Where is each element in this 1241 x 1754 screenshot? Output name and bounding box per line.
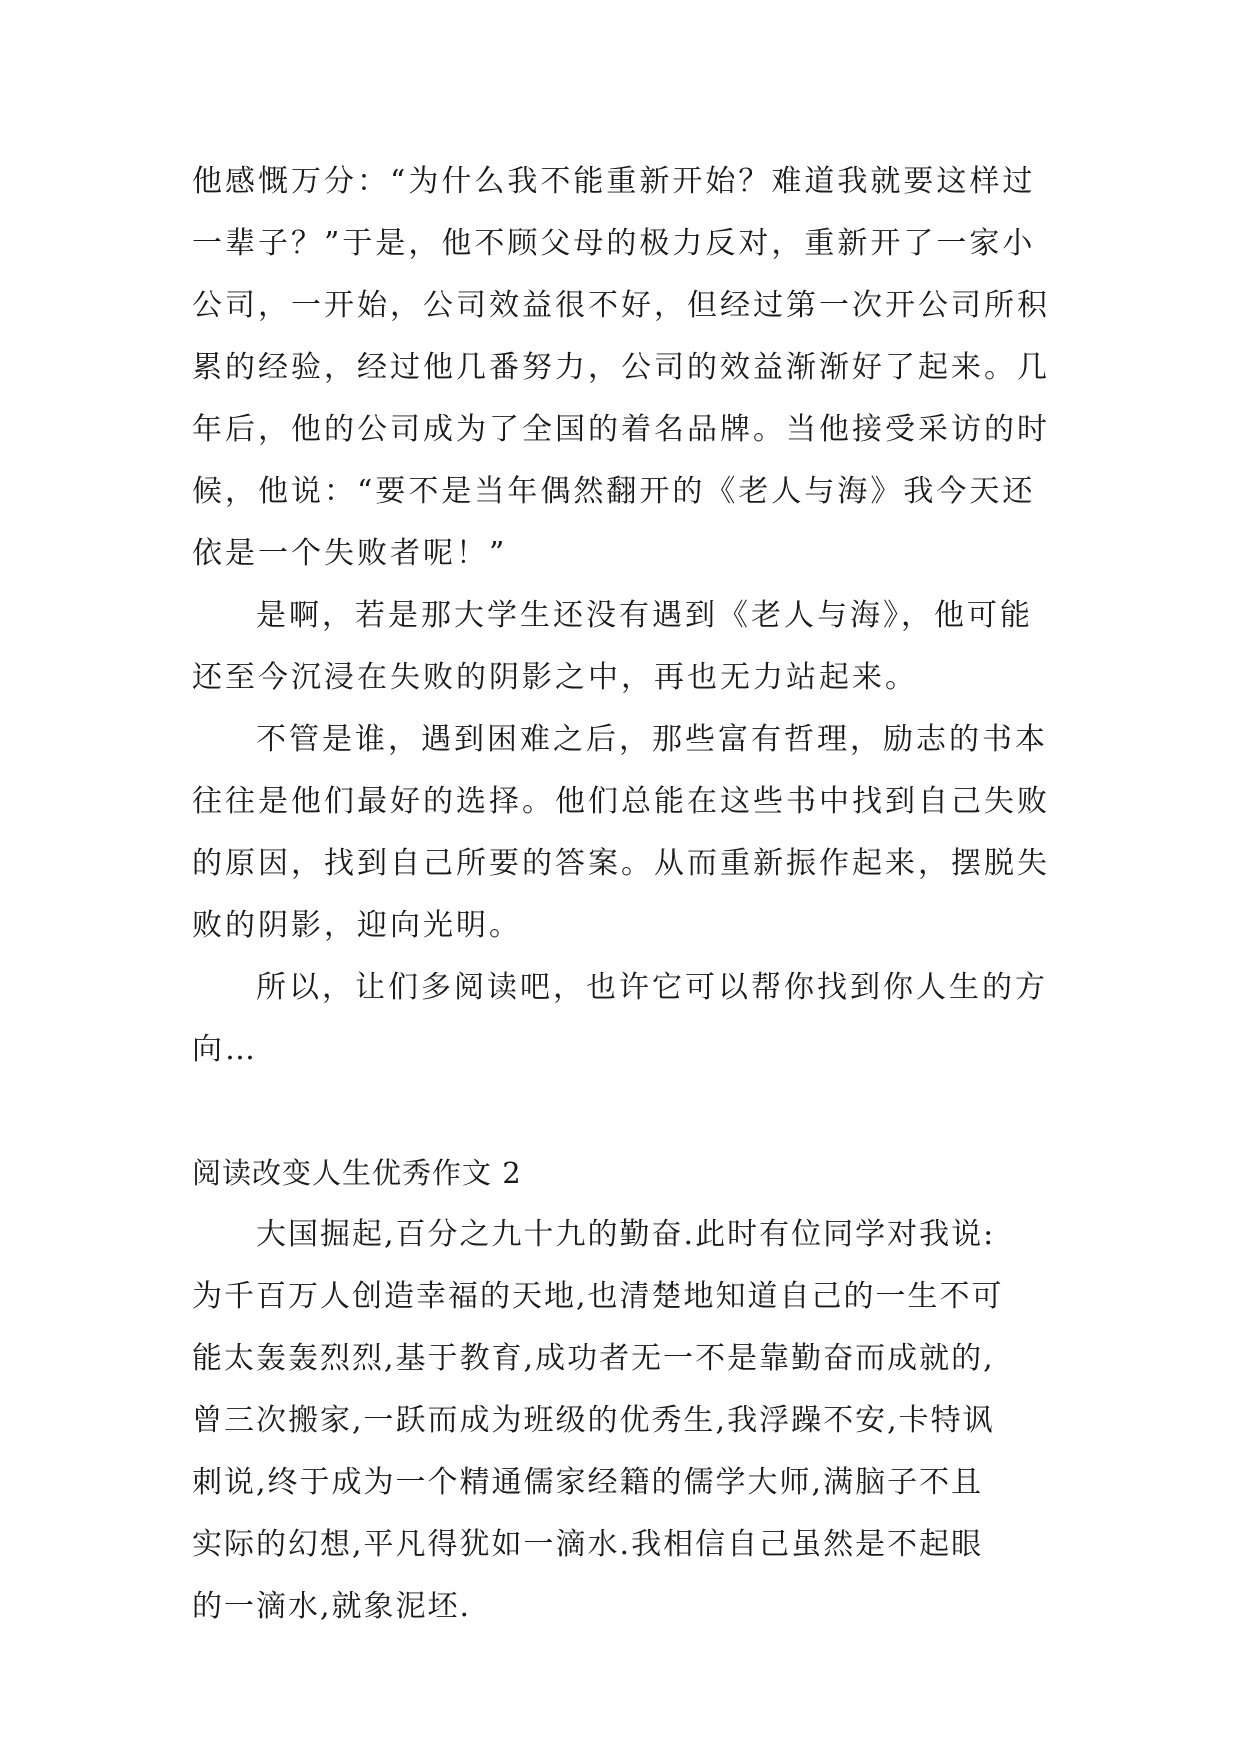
text-line: 实际的幻想,平凡得犹如一滴水.我相信自己虽然是不起眼 (192, 1527, 984, 1562)
text-line: 公司，一开始，公司效益很不好，但经过第一次开公司所积 (192, 288, 1050, 323)
text-line: 候，他说：“要不是当年偶然翻开的《老人与海》我今天还 (192, 474, 1036, 509)
text-line: 的原因，找到自己所要的答案。从而重新振作起来，摆脱失 (192, 846, 1050, 881)
text-line: 是啊，若是那大学生还没有遇到《老人与海》，他可能 (256, 598, 1033, 633)
section-heading (192, 1142, 1062, 1204)
text-line: 大国掘起,百分之九十九的勤奋.此时有位同学对我说: (256, 1217, 996, 1252)
text-line: 能太轰轰烈烈,基于教育,成功者无一不是靠勤奋而成就的, (192, 1341, 995, 1376)
paragraph-c (192, 709, 1062, 957)
essay-paragraph (192, 1204, 1062, 1638)
text-line: 刺说,终于成为一个精通儒家经籍的儒学大师,满脑子不且 (192, 1465, 984, 1500)
text-line: 为千百万人创造幸福的天地,也清楚地知道自己的一生不可 (192, 1279, 1004, 1314)
text-line: 所以，让们多阅读吧，也许它可以帮你找到你人生的方 (256, 970, 1048, 1005)
text-line: 曾三次搬家,一跃而成为班级的优秀生,我浮躁不安,卡特讽 (192, 1403, 995, 1438)
essay-title: 阅读改变人生优秀作文 2 (192, 1156, 522, 1190)
text-line: 依是一个失败者呢！” (192, 536, 508, 571)
text-line: 还至今沉浸在失败的阴影之中，再也无力站起来。 (192, 660, 918, 695)
text-line: 累的经验，经过他几番努力，公司的效益渐渐好了起来。几 (192, 350, 1050, 385)
text-line: 向… (192, 1032, 258, 1067)
paragraph-b (192, 585, 1062, 709)
text-line: 的一滴水,就象泥坯. (192, 1589, 472, 1624)
text-line: 不管是谁，遇到困难之后，那些富有哲理，励志的书本 (256, 722, 1048, 757)
text-line: 年后，他的公司成为了全国的着名品牌。当他接受采访的时 (192, 412, 1050, 447)
paragraph-d (192, 957, 1062, 1081)
paragraph-a (192, 151, 1062, 585)
text-line: 他感慨万分：“为什么我不能重新开始？难道我就要这样过 (192, 164, 1036, 199)
text-line: 一辈子？”于是，他不顾父母的极力反对，重新开了一家小 (192, 226, 1036, 261)
text-line: 往往是他们最好的选择。他们总能在这些书中找到自己失败 (192, 784, 1050, 819)
text-line: 败的阴影，迎向光明。 (192, 908, 522, 943)
